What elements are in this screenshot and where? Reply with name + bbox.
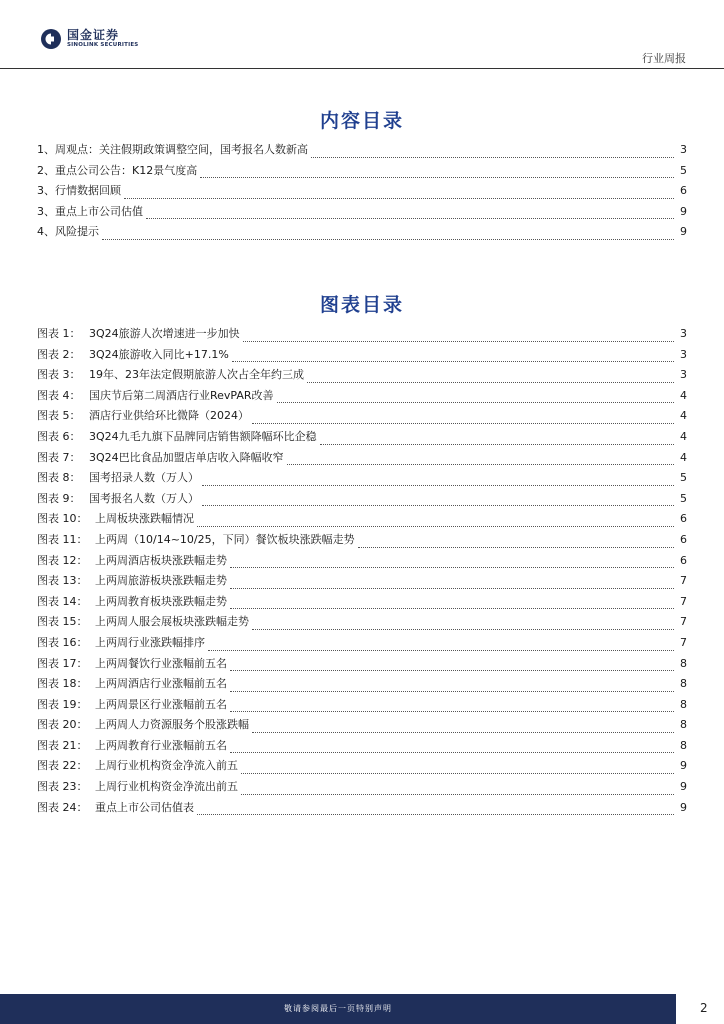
figure-item-label: 图表 14： xyxy=(37,594,88,608)
dot-leader xyxy=(358,547,674,548)
dot-leader xyxy=(243,341,674,342)
dot-leader xyxy=(200,177,674,178)
figure-item-text: 3Q24巴比食品加盟店单店收入降幅收窄 xyxy=(89,450,284,464)
page-footer xyxy=(0,994,724,1024)
figures-title: 图表目录 xyxy=(319,294,404,316)
figure-item-page: 4 xyxy=(680,429,687,443)
toc-item[interactable] xyxy=(37,162,687,183)
figure-item[interactable] xyxy=(37,634,687,655)
figure-item[interactable] xyxy=(37,366,687,387)
figure-item-page: 8 xyxy=(680,656,687,670)
figure-item-text: 上周行业机构资金净流出前五 xyxy=(95,780,238,794)
dot-leader xyxy=(230,752,674,753)
figure-item-page: 9 xyxy=(680,780,687,794)
figure-item-page: 7 xyxy=(680,635,687,649)
dot-leader xyxy=(202,505,674,506)
figure-item-page: 9 xyxy=(680,800,687,814)
figure-item-text: 上两周酒店行业涨幅前五名 xyxy=(95,677,227,691)
figure-item-page: 9 xyxy=(680,759,687,773)
figure-item-page: 3 xyxy=(680,368,687,382)
toc-item[interactable] xyxy=(37,203,687,224)
figure-item[interactable] xyxy=(37,572,687,593)
page-number: 2 xyxy=(700,1001,708,1015)
figure-item[interactable] xyxy=(37,428,687,449)
figure-item[interactable] xyxy=(37,655,687,676)
dot-leader xyxy=(252,732,674,733)
figure-item-text: 3Q24旅游人次增速进一步加快 xyxy=(89,327,240,340)
dot-leader xyxy=(277,402,674,403)
contents-list xyxy=(37,141,687,244)
figure-item-text: 上两周餐饮行业涨幅前五名 xyxy=(95,656,227,670)
dot-leader xyxy=(124,198,674,199)
figure-item-page: 7 xyxy=(680,594,687,608)
figure-item-label: 图表 12： xyxy=(37,553,88,567)
company-name-en: SINOLINK SECURITIES xyxy=(67,42,139,49)
figure-item-label: 图表 5： xyxy=(37,409,81,423)
figure-item-label: 图表 22： xyxy=(37,759,88,773)
dot-leader xyxy=(208,650,674,651)
figure-item-text: 上两周人力资源服务个股涨跌幅 xyxy=(95,718,249,732)
figure-item-text: 上两周行业涨跌幅排序 xyxy=(95,635,205,649)
figure-item-label: 图表 19： xyxy=(37,697,88,711)
figure-item[interactable] xyxy=(37,510,687,531)
figure-item-label: 图表 10： xyxy=(37,512,88,526)
figure-item-text: 上两周（10/14~10/25，下同）餐饮板块涨跌幅走势 xyxy=(95,532,355,546)
figure-item-page: 5 xyxy=(680,471,687,485)
figure-item-text: 国考招录人数（万人） xyxy=(89,471,199,485)
figure-item-text: 上两周教育行业涨幅前五名 xyxy=(95,738,227,752)
figure-item-text: 上两周人服会展板块涨跌幅走势 xyxy=(95,615,249,629)
figure-item[interactable] xyxy=(37,613,687,634)
company-logo xyxy=(40,28,138,50)
figures-list xyxy=(37,325,687,819)
figure-item-page: 6 xyxy=(680,512,687,526)
toc-item-page: 9 xyxy=(680,204,687,218)
figure-item-text: 酒店行业供给环比微降（2024） xyxy=(89,409,249,423)
toc-item-page: 6 xyxy=(680,184,687,198)
figure-item[interactable] xyxy=(37,469,687,490)
figure-item-text: 上两周景区行业涨幅前五名 xyxy=(95,697,227,711)
figure-item[interactable] xyxy=(37,593,687,614)
figure-item-label: 图表 16： xyxy=(37,635,88,649)
figure-item-page: 8 xyxy=(680,718,687,732)
figure-item-label: 图表 24： xyxy=(37,800,88,814)
figure-item-text: 上两周旅游板块涨跌幅走势 xyxy=(95,574,227,588)
logo-icon xyxy=(40,28,62,50)
dot-leader xyxy=(320,444,674,445)
figure-item[interactable] xyxy=(37,407,687,428)
figure-item-page: 8 xyxy=(680,697,687,711)
figure-item-label: 图表 23： xyxy=(37,780,88,794)
figure-item-text: 3Q24旅游收入同比+17.1% xyxy=(89,347,229,361)
dot-leader xyxy=(230,691,674,692)
dot-leader xyxy=(241,773,674,774)
figure-item-label: 图表 18： xyxy=(37,677,88,691)
dot-leader xyxy=(230,670,674,671)
toc-item-text: 3、行情数据回顾 xyxy=(37,184,121,198)
figure-item-label: 图表 17： xyxy=(37,656,88,670)
figure-item-text: 上周行业机构资金净流入前五 xyxy=(95,759,238,773)
figure-item-label: 图表 11： xyxy=(37,532,88,546)
toc-item[interactable] xyxy=(37,223,687,244)
figure-item-label: 图表 6： xyxy=(37,429,81,443)
figure-item[interactable] xyxy=(37,778,687,799)
figure-item[interactable] xyxy=(37,799,687,820)
dot-leader xyxy=(252,423,674,424)
figure-item[interactable] xyxy=(37,325,687,346)
figure-item-text: 上周板块涨跌幅情况 xyxy=(95,512,194,526)
dot-leader xyxy=(102,239,674,240)
figure-item-page: 3 xyxy=(680,327,687,340)
contents-title: 内容目录 xyxy=(319,110,404,132)
dot-leader xyxy=(202,485,674,486)
figure-item-label: 图表 20： xyxy=(37,718,88,732)
figure-item-page: 7 xyxy=(680,574,687,588)
dot-leader xyxy=(241,794,674,795)
toc-item-text: 4、风险提示 xyxy=(37,225,99,239)
figure-item-page: 4 xyxy=(680,388,687,402)
figure-item[interactable] xyxy=(37,675,687,696)
figure-item-label: 图表 15： xyxy=(37,615,88,629)
dot-leader xyxy=(232,361,674,362)
header-divider xyxy=(0,68,724,69)
toc-item[interactable] xyxy=(37,141,687,162)
footer-notice: 敬请参阅最后一页特别声明 xyxy=(284,1004,392,1013)
dot-leader xyxy=(307,382,674,383)
dot-leader xyxy=(252,629,674,630)
toc-item-text: 1、周观点：关注假期政策调整空间，国考报名人数新高 xyxy=(37,143,308,156)
figure-item[interactable] xyxy=(37,696,687,717)
dot-leader xyxy=(197,814,674,815)
toc-item[interactable] xyxy=(37,182,687,203)
figure-item-label: 图表 9： xyxy=(37,491,81,505)
figure-item-label: 图表 2： xyxy=(37,347,81,361)
toc-item-page: 9 xyxy=(680,225,687,239)
figure-item-label: 图表 1： xyxy=(37,327,81,340)
dot-leader xyxy=(287,464,674,465)
toc-item-text: 3、重点上市公司估值 xyxy=(37,204,143,218)
figure-item[interactable] xyxy=(37,387,687,408)
dot-leader xyxy=(230,567,674,568)
figure-item-page: 6 xyxy=(680,532,687,546)
figure-item-text: 上两周酒店板块涨跌幅走势 xyxy=(95,553,227,567)
figure-item-page: 7 xyxy=(680,615,687,629)
company-name-cn: 国金证券 xyxy=(67,28,120,43)
dot-leader xyxy=(230,588,674,589)
toc-item-text: 2、重点公司公告：K12景气度高 xyxy=(37,163,198,177)
figure-item-page: 6 xyxy=(680,553,687,567)
figure-item-page: 8 xyxy=(680,738,687,752)
figure-item-page: 4 xyxy=(680,409,687,423)
toc-item-page: 5 xyxy=(680,163,687,177)
figure-item-text: 19年、23年法定假期旅游人次占全年约三成 xyxy=(89,368,304,382)
figure-item-page: 3 xyxy=(680,347,687,361)
toc-item-page: 3 xyxy=(680,143,687,156)
figure-item-text: 3Q24九毛九旗下品牌同店销售额降幅环比企稳 xyxy=(89,429,317,443)
figure-item[interactable] xyxy=(37,552,687,573)
dot-leader xyxy=(146,218,674,219)
figure-item-label: 图表 13： xyxy=(37,574,88,588)
figure-item[interactable] xyxy=(37,757,687,778)
report-type: 行业周报 xyxy=(642,52,686,65)
figure-item-label: 图表 4： xyxy=(37,388,81,402)
figure-item[interactable] xyxy=(37,716,687,737)
figure-item-text: 国考报名人数（万人） xyxy=(89,491,199,505)
figure-item[interactable] xyxy=(37,346,687,367)
figure-item[interactable] xyxy=(37,737,687,758)
figure-item-page: 4 xyxy=(680,450,687,464)
figure-item[interactable] xyxy=(37,449,687,470)
figure-item-label: 图表 21： xyxy=(37,738,88,752)
figure-item-text: 重点上市公司估值表 xyxy=(95,800,194,814)
figure-item-page: 8 xyxy=(680,677,687,691)
figure-item[interactable] xyxy=(37,490,687,511)
figure-item-text: 国庆节后第二周酒店行业RevPAR改善 xyxy=(89,388,274,402)
figure-item-label: 图表 3： xyxy=(37,368,81,382)
figure-item-label: 图表 7： xyxy=(37,450,81,464)
dot-leader xyxy=(230,608,674,609)
figure-item-text: 上两周教育板块涨跌幅走势 xyxy=(95,594,227,608)
figure-item[interactable] xyxy=(37,531,687,552)
figure-item-label: 图表 8： xyxy=(37,471,81,485)
figure-item-page: 5 xyxy=(680,491,687,505)
page-header xyxy=(0,0,724,70)
dot-leader xyxy=(230,711,674,712)
dot-leader xyxy=(311,157,674,158)
dot-leader xyxy=(197,526,674,527)
